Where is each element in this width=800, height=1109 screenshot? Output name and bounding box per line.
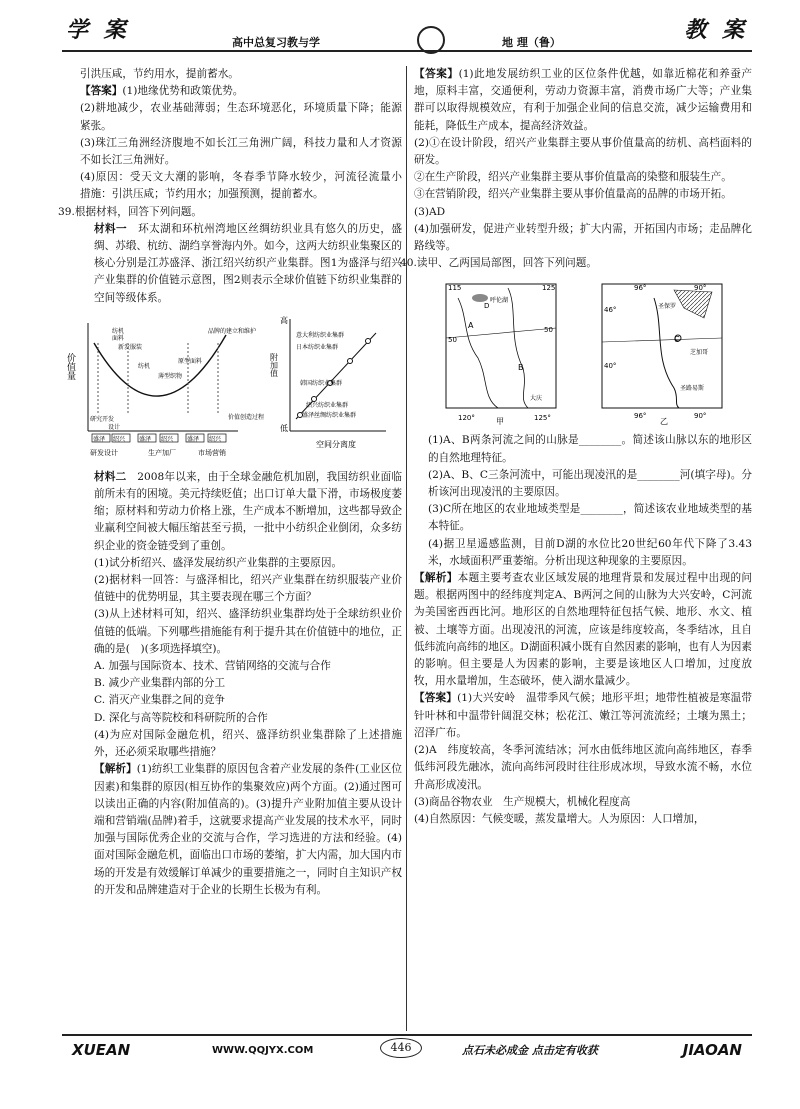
analysis-tag: 【解析】 <box>94 763 137 776</box>
answer-line: (3)AD <box>414 205 446 218</box>
answer-text: (1)大兴安岭 温带季风气候；地形平坦；地带性植被是寒温带针叶林和中温带针阔混交林；松花江、嫩江等河流流经；土壤为黑土；沼泽广布。 <box>414 692 753 739</box>
fig1-label: 设计 <box>108 423 121 431</box>
answer-line: ②在生产阶段，绍兴产业集群主要从事价值量高的染整和服装生产。 <box>414 171 732 184</box>
fig1-bottom: 研发设计 <box>90 448 118 457</box>
map-tick: 90° <box>694 412 707 421</box>
answer-line: (4)加强研发，促进产业转型升级；扩大内需，开拓国内市场；走品牌化路线等。 <box>414 222 752 253</box>
fig1-label: 原型面料 <box>178 357 203 365</box>
map-tick: 90° <box>694 284 707 293</box>
answer-tag: 【答案】 <box>414 68 459 80</box>
option-a: A. 加强与国际资本、技术、营销网络的交流与合作 <box>94 660 331 673</box>
analysis-tag: 【解析】 <box>414 572 458 585</box>
analysis <box>80 761 402 899</box>
footer-brand-right: JIAOAN <box>682 1041 742 1059</box>
fig2-xlabel: 空间分离度 <box>316 439 356 449</box>
map-tick: 96° <box>634 284 647 293</box>
map-tick: 50 <box>544 326 553 335</box>
map-place: C <box>674 335 680 345</box>
material-text: 环太湖和环杭州湾地区丝绸纺织业具有悠久的历史，盛绸、苏缎、杭纺、湖绉享誉海内外。如今，这两大纺织业集聚区的核心分别是江苏盛泽、浙江绍兴纺织产业集群。图1为盛泽与绍兴产业集群的价值链示意图，图2则表示全球价值链下纺织业集群的空间等级体系。 <box>94 222 403 304</box>
option-b: B. 减少产业集群内部的分工 <box>94 677 226 690</box>
answer-block <box>414 66 752 135</box>
fig2-item: 日本纺织业集群 <box>296 343 339 351</box>
answer-line: (4)原因：受天文大潮的影响，冬春季节降水较少，河流径流量小 措施：引洪压咸；节约用水；加强预测，提前蓄水。 <box>80 171 413 201</box>
fig1-box: 盛泽 <box>187 435 200 443</box>
map-caption: 甲 <box>496 417 504 427</box>
fig1-box: 绍兴 <box>209 435 222 443</box>
fig1-label: 品牌的建立和维护 <box>208 327 257 335</box>
cluster-level-figure <box>266 313 396 463</box>
map-place: A <box>468 321 474 331</box>
answer-line: (3)商品谷物农业 生产规模大，机械化程度高 <box>414 795 631 808</box>
question-number: 40. <box>400 257 417 270</box>
map-place: 芝加哥 <box>690 349 709 357</box>
fig1-ylabel: 价值量 <box>65 352 75 380</box>
map-tick: 125° <box>534 414 551 423</box>
fig1-box: 盛泽 <box>93 435 106 443</box>
fig1-bottom: 市场营销 <box>198 448 226 457</box>
fig1-box: 绍兴 <box>161 435 174 443</box>
map-tick: 40° <box>604 362 617 371</box>
column-divider <box>406 66 407 1031</box>
map-tick: 46° <box>604 306 617 315</box>
map-tick: 96° <box>634 412 647 421</box>
footer-slogan: 点石未必成金 点击定有收获 <box>462 1044 598 1057</box>
material-2 <box>80 469 402 555</box>
footer-brand-left: XUEAN <box>72 1041 131 1059</box>
material-text: 2008年以来，由于全球金融危机加剧，我国纺织业面临前所未有的困境。美元持续贬值；出口订单大量下滑，市场极度萎缩；原材料和劳动力价格上涨，生产成本不断增加，这些都导致企业赢利空间被大幅压缩甚至亏损，一批中小纺织企业倒闭，众多纺织企业的资金链受到了重创。 <box>94 470 403 552</box>
sub-question: (4)为应对国际金融危机，绍兴、盛泽纺织业集群除了上述措施外，还必须采取哪些措施？ <box>94 728 402 759</box>
country-jia-map <box>438 278 568 426</box>
fig2-ylabel-mid: 附加值 <box>269 352 279 377</box>
fig1-label: 薄型织物 <box>158 372 183 380</box>
header-rule <box>62 50 752 52</box>
fig2-item: 意大利纺织业集群 <box>296 331 345 339</box>
brand-left: 学 案 <box>66 18 130 43</box>
map-place: D <box>484 302 490 311</box>
answer-line: ③在营销阶段，绍兴产业集群主要从事价值量高的品牌的市场开拓。 <box>414 188 732 201</box>
fig1-ylabel-r: 价值创造过程 <box>228 413 265 421</box>
right-column <box>400 66 753 828</box>
fig2-ylabel-top: 高 <box>280 315 288 325</box>
sub-question: (2)据材料一回答：与盛泽相比，绍兴产业集群在纺织服装产业价值链中的优势明显，其主要表现在哪三个方面？ <box>94 574 402 604</box>
answer-block <box>414 690 752 742</box>
map-tick: 115 <box>448 284 462 293</box>
question-stem: 根据材料，回答下列问题。 <box>74 205 202 218</box>
material-tag: 材料一 <box>94 222 128 235</box>
fig1-label: 面料 <box>112 334 125 342</box>
fig2-item: 韩国纺织业集群 <box>300 379 343 387</box>
answer-line: (2)①在设计阶段，绍兴产业集群主要从事价值量高的纺机、高档面料的研发。 <box>414 136 752 167</box>
page-footer <box>62 1032 752 1072</box>
fig1-bottom: 生产加厂 <box>148 448 176 457</box>
map-tick: 50 <box>448 336 457 345</box>
map-place: B <box>518 363 524 373</box>
sub-question: (3)从上述材料可知，绍兴、盛泽纺织业集群均处于全球纺织业价值链的低端。下列哪些措施能有利于提升其在价值链中的地位，正确的是( )(多项选择填空)。 <box>94 608 402 655</box>
analysis-text: 本题主要考查农业区域发展的地理背景和发展过程中出现的问题。根据两图中的经纬度判定A、B两河之间的山脉为大兴安岭，C河流为美国密西西比河。地形区的自然地理特征包括气候、地形、水文、植被、土壤等方面。出现凌汛的河流，应该是纬度较高，冬季结冰，且自低纬流向高纬的地区。D湖面积减小既有自然因素的影响，也有人为因素的影响。但主要是人为因素的影响，主要是该地区人口增加，过度放牧，用水量增加，生态破坏，使入湖水量减少。 <box>414 572 752 688</box>
analysis-text: (1)纺织工业集群的原因包含着产业发展的条件(工业区位因素)和集群的原因(相互协作的集聚效应)两个方面。(2)通过图可以读出正确的内容(附加值高的)。(3)提升产业附加值主要从设计端和营销端(品牌)着手，这就要求提高产业发展的技术水平，同时加强与国际优秀企业的交流与合作，学习选进的方法和经验。(4)面对国际金融危机，面临出口市场的萎缩，扩大内需，加大国内市场的开发是有效缓解订单减少的重要措施之一，同时自主知识产权的开发和品牌建造对于企业的长期生长极为有利。 <box>94 763 402 896</box>
sub-question: (1)A、B两条河流之间的山脉是________。简述该山脉以东的地形区的自然地理特征。 <box>428 434 752 464</box>
answer-line <box>80 83 402 100</box>
question-39 <box>58 204 402 221</box>
sub-question: (3)C所在地区的农业地域类型是________，简述该农业地域类型的基本特征。 <box>428 503 752 533</box>
option-c: C. 消灭产业集群之间的竞争 <box>94 694 225 707</box>
country-yi-map <box>594 278 744 426</box>
analysis <box>414 570 752 690</box>
answer-text: (1)此地发展纺织工业的区位条件优越，如靠近棉花和养蚕产地，原料丰富，交通便利，劳动力资源丰富，消费市场广大等；产业集群可以取得规模效应，有利于加强企业间的信息交流，减少运输费用和能耗，降低生产成本，提高经济效益。 <box>414 68 753 132</box>
fig1-box: 盛泽 <box>139 435 152 443</box>
fig1-label: 研究开发 <box>90 415 115 423</box>
figure-row <box>65 313 402 463</box>
sub-question: (4)据卫星遥感监测，目前D湖的水位比20世纪60年代下降了3.43米，水域面积严重萎缩。分析出现这种现象的主要原因。 <box>428 537 752 567</box>
fig1-label: 新发服装 <box>118 343 143 351</box>
answer-line: (3)珠江三角洲经济腹地不如长江三角洲广阔，科技力量和人才资源不如长江三角洲好。 <box>80 136 402 167</box>
subject-title: 地 理（鲁） <box>502 36 561 49</box>
fig1-label: 纺机 <box>112 327 125 335</box>
footer-website: WWW.QQJYX.COM <box>212 1045 314 1056</box>
footer-rule <box>62 1034 752 1036</box>
answer-line: (2)A 纬度较高，冬季河流结冰；河水由低纬地区流向高纬地区，春季低纬河段先融冰，流向高纬河段时往往形成冰坝，导致水流不畅，水位升高形成凌汛。 <box>414 744 752 791</box>
fig2-item: 绍兴纺织业集群 <box>306 401 349 409</box>
fig2-ylabel-bot: 低 <box>280 423 288 433</box>
material-tag: 材料二 <box>94 470 127 483</box>
page-number: 446 <box>380 1038 422 1058</box>
sub-question: (1)试分析绍兴、盛泽发展纺织产业集群的主要原因。 <box>94 556 343 569</box>
answer-tag: 【答案】 <box>80 85 123 98</box>
question-number: 39. <box>58 205 75 218</box>
map-place: 圣保罗 <box>658 303 677 311</box>
map-tick: 120° <box>458 414 475 423</box>
text-line: 引洪压咸，节约用水，提前蓄水。 <box>80 68 239 80</box>
material-1 <box>80 221 402 307</box>
series-title: 高中总复习教与学 <box>232 36 320 49</box>
option-d: D. 深化与高等院校和科研院所的合作 <box>94 711 268 724</box>
answer-tag: 【答案】 <box>414 692 458 705</box>
map-place: 圣路易斯 <box>680 385 705 393</box>
map-figure <box>414 278 752 426</box>
value-chain-figure <box>65 313 265 463</box>
fig2-item: 盛泽丝绸纺织业集群 <box>302 411 357 419</box>
brand-right: 教 案 <box>684 18 748 43</box>
question-40 <box>400 255 752 272</box>
map-caption: 乙 <box>660 417 668 427</box>
sub-question: (2)A、B、C三条河流中，可能出现凌汛的是________河(填字母)。分析该河出现凌汛的主要原因。 <box>428 468 752 499</box>
fig1-box: 绍兴 <box>113 435 126 443</box>
question-stem: 读甲、乙两国局部图，回答下列问题。 <box>416 257 597 270</box>
map-tick: 125 <box>542 284 556 293</box>
answer-line: (2)耕地减少，农业基础薄弱；生态环境恶化，环境质量下降；能源紧张。 <box>80 102 402 132</box>
page-header <box>62 18 752 62</box>
map-place: 大庆 <box>530 395 543 403</box>
fig1-label: 纺机 <box>138 362 151 370</box>
answer-line: (4)自然原因：气候变暖，蒸发量增大。人为原因：人口增加， <box>414 812 705 825</box>
answer-text: (1)地缘优势和政策优势。 <box>122 85 244 98</box>
map-place: 呼伦湖 <box>490 297 509 305</box>
